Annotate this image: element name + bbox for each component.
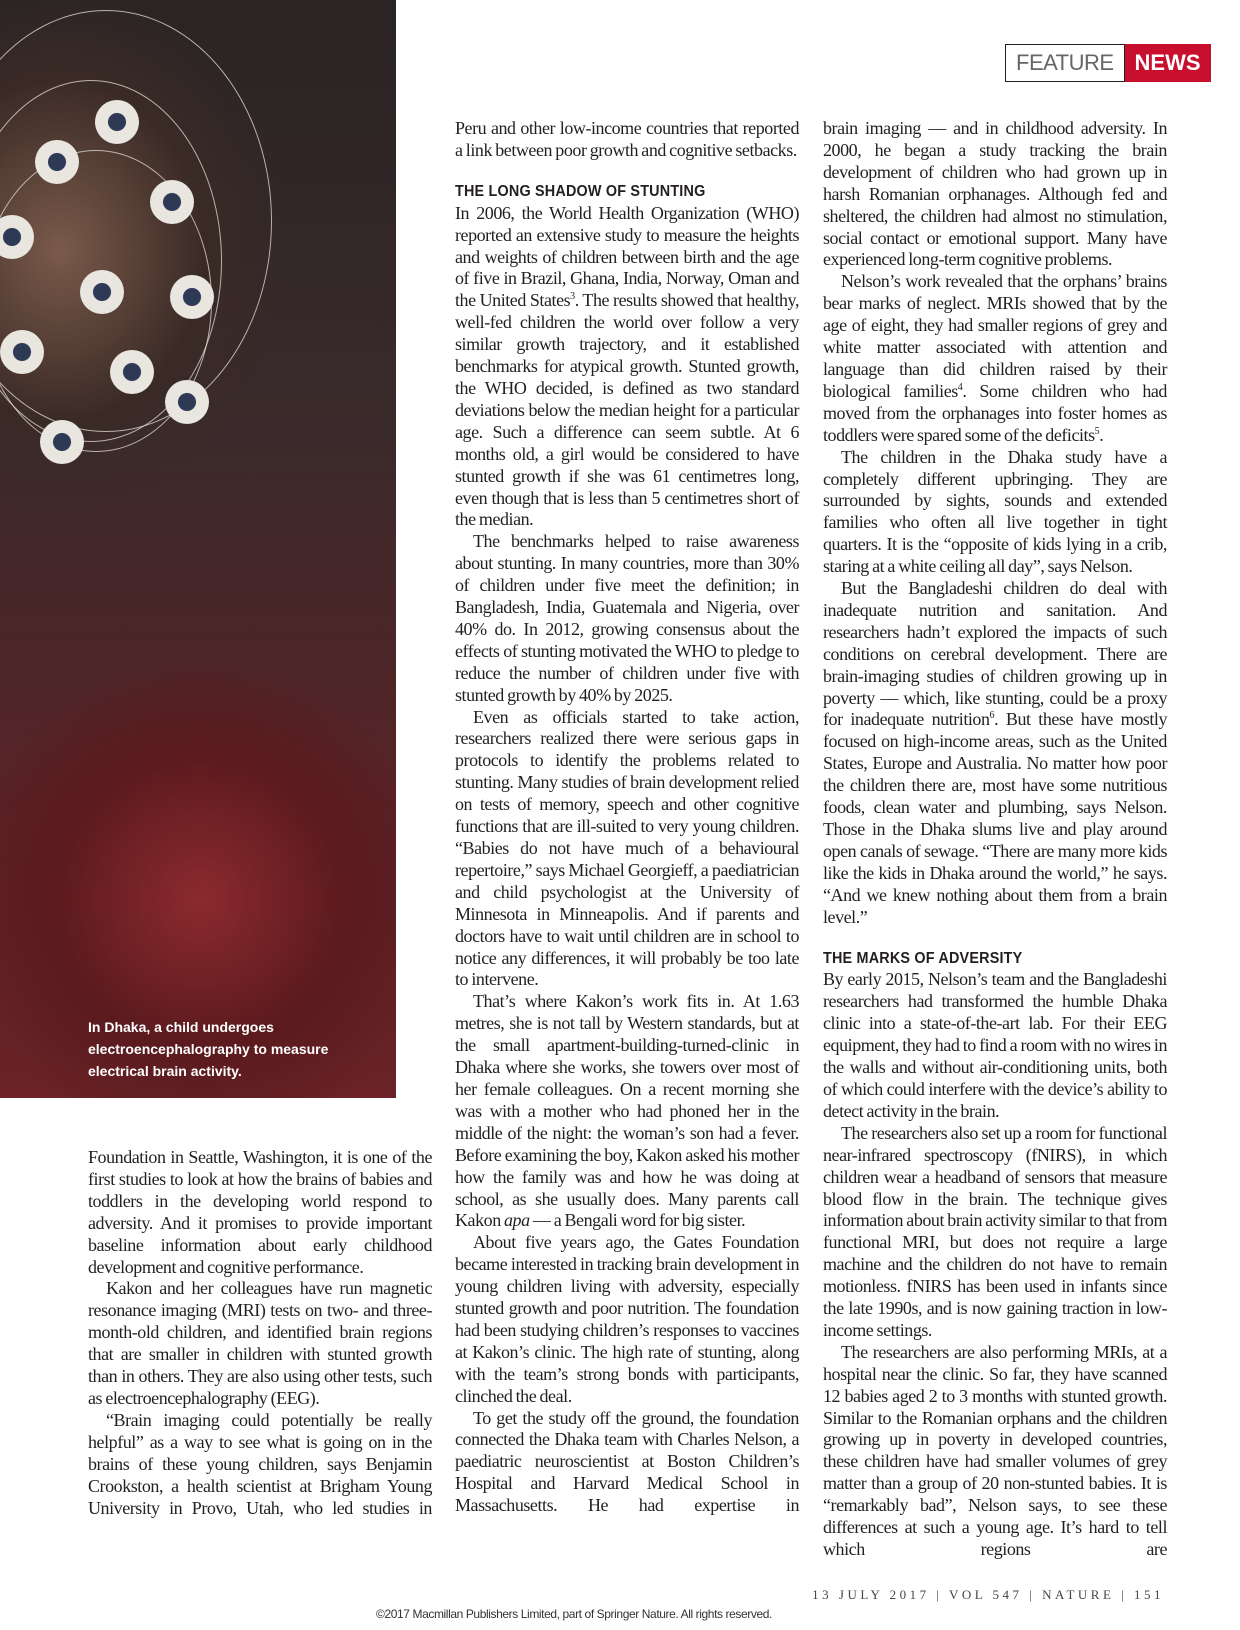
photo-electrode [35,140,79,184]
text-run: By early 2015, Nelson’s team and the Bangladeshi researchers had transformed the humble Dhaka clinic into a state-of-the-art lab. For their EEG equipment, they had to find a room with no wires in the walls and without air-conditioning units, both of which could interfere with the device’s ability to detect activity in the brain. [823,969,1167,1121]
photo-electrode [0,330,44,374]
paragraph [455,991,799,1232]
paragraph [88,1410,432,1520]
page-folio: 13 JULY 2017 | VOL 547 | NATURE | 151 [812,1587,1164,1602]
paragraph [455,531,799,706]
text-run: THE MARKS OF ADVERSITY [823,949,1023,967]
section-heading [455,181,765,203]
paragraph [823,1342,1167,1561]
reference-number: 3 [570,291,575,303]
paragraph [88,1278,432,1409]
photo-electrode [165,380,209,424]
text-run: . But these have mostly focused on high-income areas, such as the United States, Europe and Australia. No matter how poor the children there are, most have some nutritious foods, clean water and plumbing, says Nelson. Those in the Dhaka slums live and play around open canals of sewage. “There are many more kids like the kids in Dhaka around the world,” he says. “And we knew nothing about them from a brain level.” [823,709,1167,927]
text-run: To get the study off the ground, the foundation connected the Dhaka team with Charles Nelson, a paediatric neuroscientist at Boston Children’s Hospital and Harvard Medical School in Massachusetts. He had expertise in [455,1407,799,1516]
text-run: brain imaging — and in childhood adversity. In 2000, he began a study tracking the brain development of children who had grown up in harsh Romanian orphanages. Although fed and sheltered, the children had almost no stimulation, social contact or emotional support. Many have experienced long-term cognitive problems. [823,118,1167,270]
paragraph [823,1123,1167,1342]
paragraph [823,969,1167,1122]
text-run: Peru and other low-income countries that reported a link between poor growth and cognitive setbacks. [455,118,799,160]
paragraph [823,578,1167,929]
text-run: That’s where Kakon’s work fits in. At 1.63 metres, she is not tall by Western standards, but at the small apartment-building-turned-clinic in Dhaka where she works, she towers over most of her female colleagues. On a recent morning she was with a mother who had phoned her in the middle of the night: the woman’s son had a fever. Before examining the boy, Kakon asked his mother how the family was and how he was doing at school, as she usually does. Many parents call Kakon [455,991,799,1231]
paragraph [455,203,799,532]
text-run: The benchmarks helped to raise awareness about stunting. In many countries, more than 30% of children under five meet the definition; in Bangladesh, India, Guatemala and Nigeria, over 40% do. In 2012, growing consensus about the effects of stunting motivated the WHO to pledge to reduce the number of children under five with stunted growth by 40% by 2025. [455,531,799,705]
eeg-photo [0,0,396,1098]
photo-caption: In Dhaka, a child undergoes electroencephalography to measure electrical brain activity. [88,1019,329,1079]
text-run: “Brain imaging could potentially be really helpful” as a way to see what is going on in the brains of these young children, says Benjamin Crookston, a health scientist at Brigham Young University in Provo, Utah, who led studies in [88,1409,432,1518]
text-run: About five years ago, the Gates Foundation became interested in tracking brain development in young children living with adversity, especially stunted growth and poor nutrition. The foundation had been studying children’s responses to vaccines at Kakon’s clinic. The high rate of stunting, along with the team’s strong bonds with participants, clinched the deal. [455,1232,799,1406]
paragraph [455,118,799,162]
reference-number: 6 [989,710,995,722]
text-run: Nelson’s work revealed that the orphans’ brains bear marks of neglect. MRIs showed that by the age of eight, they had smaller regions of grey and white matter associated with attention and language than did children raised by their biological families [823,271,1167,401]
section-tag [1005,44,1211,82]
section-label: FEATURE [1005,44,1125,82]
text-run: The researchers also set up a room for functional near-infrared spectroscopy (fNIRS), in which children wear a headband of sensors that measure blood flow in the brain. The technique gives information about brain activity similar to that from functional MRI, but does not require a large machine and the children do not have to remain motionless. fNIRS has been used in infants since the late 1990s, and is now gaining traction in low-income settings. [823,1122,1167,1340]
paragraph [455,1232,799,1407]
reference-number: 5 [1094,425,1100,437]
text-column-3 [823,118,1167,1561]
text-run: . The results showed that healthy, well-fed children the world over follow a very similar growth trajectory, and it established benchmarks for atypical growth. Stunted growth, the WHO decided, is defined as two standard deviations below the median height for a particular age. Such a difference can seem subtle. At 6 months old, a girl would be considered to have stunted growth if she was 61 centimetres long, even though that is less than 5 centimetres short of the median. [455,290,799,530]
section-heading [823,948,1133,970]
photo-electrode [95,100,139,144]
text-run: THE LONG SHADOW OF STUNTING [455,182,706,200]
paragraph [455,707,799,992]
text-run: Kakon and her colleagues have run magnetic resonance imaging (MRI) tests on two- and three-month-old children, and identified brain regions that are smaller in children with stunted growth than in others. They are also using other tests, such as electroencephalography (EEG). [88,1278,432,1408]
reference-number: 4 [957,381,963,393]
photo-electrode [40,420,84,464]
paragraph [88,1147,432,1278]
text-column-1 [88,1147,432,1519]
photo-electrode [80,270,124,314]
photo-electrode [170,275,214,319]
section-highlight: NEWS [1125,44,1211,82]
photo-electrode [110,350,154,394]
paragraph [823,118,1167,271]
text-run: Even as officials started to take action, researchers realized there were serious gaps in protocols to identify the problems related to stunting. Many studies of brain development relied on tests of memory, speech and other cognitive functions that are ill-suited to very young children. “Babies do not have much of a behavioural repertoire,” says Michael Georgieff, a paediatrician and child psychologist at the University of Minnesota in Minneapolis. And if parents and doctors have to wait until children are in school to notice any differences, it will probably be too late to intervene. [455,706,799,990]
photo-electrode [150,180,194,224]
text-run: But the Bangladeshi children do deal with inadequate nutrition and sanitation. And researchers hadn’t explored the impacts of such conditions on cerebral development. There are brain-imaging studies of children growing up in poverty — which, like stunting, could be a proxy for inadequate nutrition [823,578,1167,730]
text-run: The researchers are also performing MRIs, at a hospital near the clinic. So far, they have scanned 12 babies aged 2 to 3 months with stunted growth. Similar to the Romanian orphans and the children growing up in poverty in developed countries, these children have had smaller volumes of grey matter than a group of 20 non-stunted babies. It is “remarkably bad”, Nelson says, to see these differences at such a young age. It’s hard to tell which regions are [823,1341,1167,1559]
text-run: The children in the Dhaka study have a completely different upbringing. They are surrounded by sights, sounds and extended families who often all live together in tight quarters. It is the “opposite of kids lying in a crib, staring at a white ceiling all day”, says Nelson. [823,446,1167,577]
paragraph [455,1408,799,1518]
paragraph [823,447,1167,578]
text-run: . [1099,424,1104,445]
text-run: . Some children who had moved from the orphanages into foster homes as toddlers were spared some of the deficits [823,380,1167,445]
paragraph [823,271,1167,446]
italic-term: apa [504,1210,530,1231]
text-run: Foundation in Seattle, Washington, it is one of the first studies to look at how the brains of babies and toddlers in the developing world respond to adversity. And it promises to provide important baseline information about early childhood development and cognitive performance. [88,1147,432,1277]
text-run: — a Bengali word for big sister. [529,1210,746,1231]
text-run: In 2006, the World Health Organization (WHO) reported an extensive study to measure the heights and weights of children between birth and the age of five in Brazil, Ghana, India, Norway, Oman and the United States [455,202,799,311]
copyright-notice: ©2017 Macmillan Publishers Limited, part of Springer Nature. All rights reserved. [376,1607,772,1621]
text-column-2 [455,118,799,1517]
